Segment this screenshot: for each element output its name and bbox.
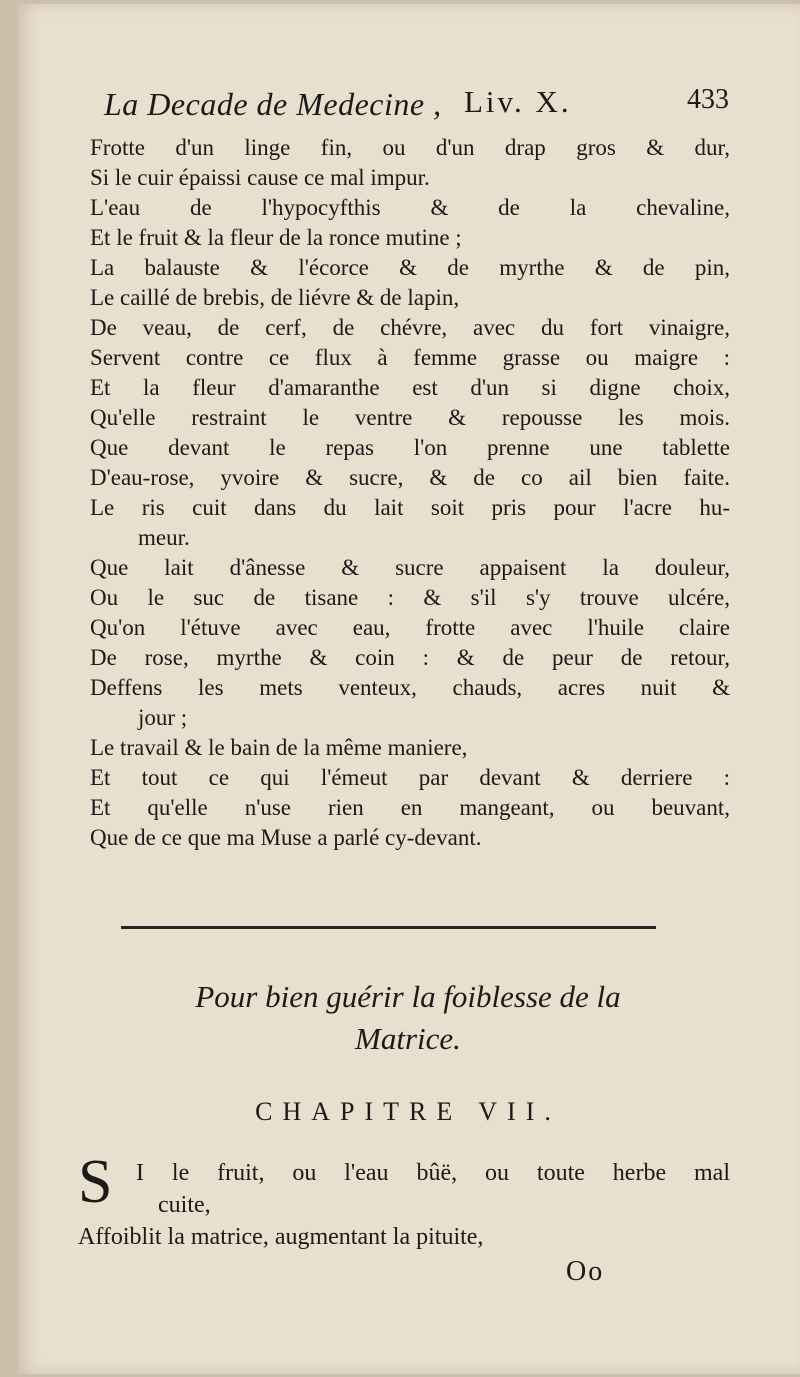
running-title: La Decade de Medecine , <box>104 86 442 122</box>
verse-line: Servent contre ce flux à femme grasse ou maigre : <box>90 345 730 370</box>
verse-line: Le ris cuit dans du lait soit pris pour l'acre hu- <box>90 495 730 520</box>
catchword: Oo <box>566 1256 605 1287</box>
verse-line: Le travail & le bain de la même maniere, <box>90 735 468 760</box>
verse-line: Qu'elle restraint le ventre & repousse les mois. <box>90 405 730 430</box>
verse-line: Que devant le repas l'on prenne une tablette <box>90 435 730 460</box>
verse-line: La balauste & l'écorce & de myrthe & de pin, <box>90 255 730 280</box>
verse-block <box>90 133 730 853</box>
verse-line: Ou le suc de tisane : & s'il s'y trouve ulcére, <box>90 585 730 610</box>
verse-line: Que de ce que ma Muse a parlé cy-devant. <box>90 825 482 850</box>
verse-line: jour ; <box>138 705 188 730</box>
verse-line: Le caillé de brebis, de liévre & de lapin, <box>90 285 460 310</box>
section-divider <box>121 926 656 929</box>
verse-line: Et qu'elle n'use rien en mangeant, ou beuvant, <box>90 795 730 820</box>
verse-line: Deffens les mets venteux, chauds, acres nuit & <box>90 675 730 700</box>
chapter-heading: CHAPITRE VII. <box>255 1097 561 1126</box>
book-reference: Liv. X. <box>464 84 572 119</box>
verse-line: Si le cuir épaissi cause ce mal impur. <box>90 165 430 190</box>
text-line: I le fruit, ou l'eau bûë, ou toute herbe mal <box>136 1160 730 1186</box>
verse-line: De veau, de cerf, de chévre, avec du fort vinaigre, <box>90 315 730 340</box>
section-title-line: Matrice. <box>355 1021 461 1056</box>
book-page <box>18 4 800 1374</box>
verse-line: Qu'on l'étuve avec eau, frotte avec l'huile claire <box>90 615 730 640</box>
verse-line: meur. <box>138 525 190 550</box>
verse-line: Que lait d'ânesse & sucre appaisent la douleur, <box>90 555 730 580</box>
text-line: cuite, <box>158 1192 211 1218</box>
verse-line: Et le fruit & la fleur de la ronce mutine ; <box>90 225 462 250</box>
verse-line: Et tout ce qui l'émeut par devant & derriere : <box>90 765 730 790</box>
verse-line: Et la fleur d'amaranthe est d'un si digne choix, <box>90 375 730 400</box>
drop-cap: S <box>78 1148 113 1216</box>
section-title-line: Pour bien guérir la foiblesse de la <box>195 979 621 1014</box>
verse-line: De rose, myrthe & coin : & de peur de retour, <box>90 645 730 670</box>
section-title <box>78 976 738 1060</box>
verse-line: Frotte d'un linge fin, ou d'un drap gros & dur, <box>90 135 730 160</box>
page-number: 433 <box>687 84 729 115</box>
verse-line: D'eau-rose, yvoire & sucre, & de co ail bien faite. <box>90 465 730 490</box>
text-line: Affoiblit la matrice, augmentant la pituite, <box>78 1224 484 1250</box>
verse-line: L'eau de l'hypocyfthis & de la chevaline, <box>90 195 730 220</box>
page-header <box>104 82 729 130</box>
